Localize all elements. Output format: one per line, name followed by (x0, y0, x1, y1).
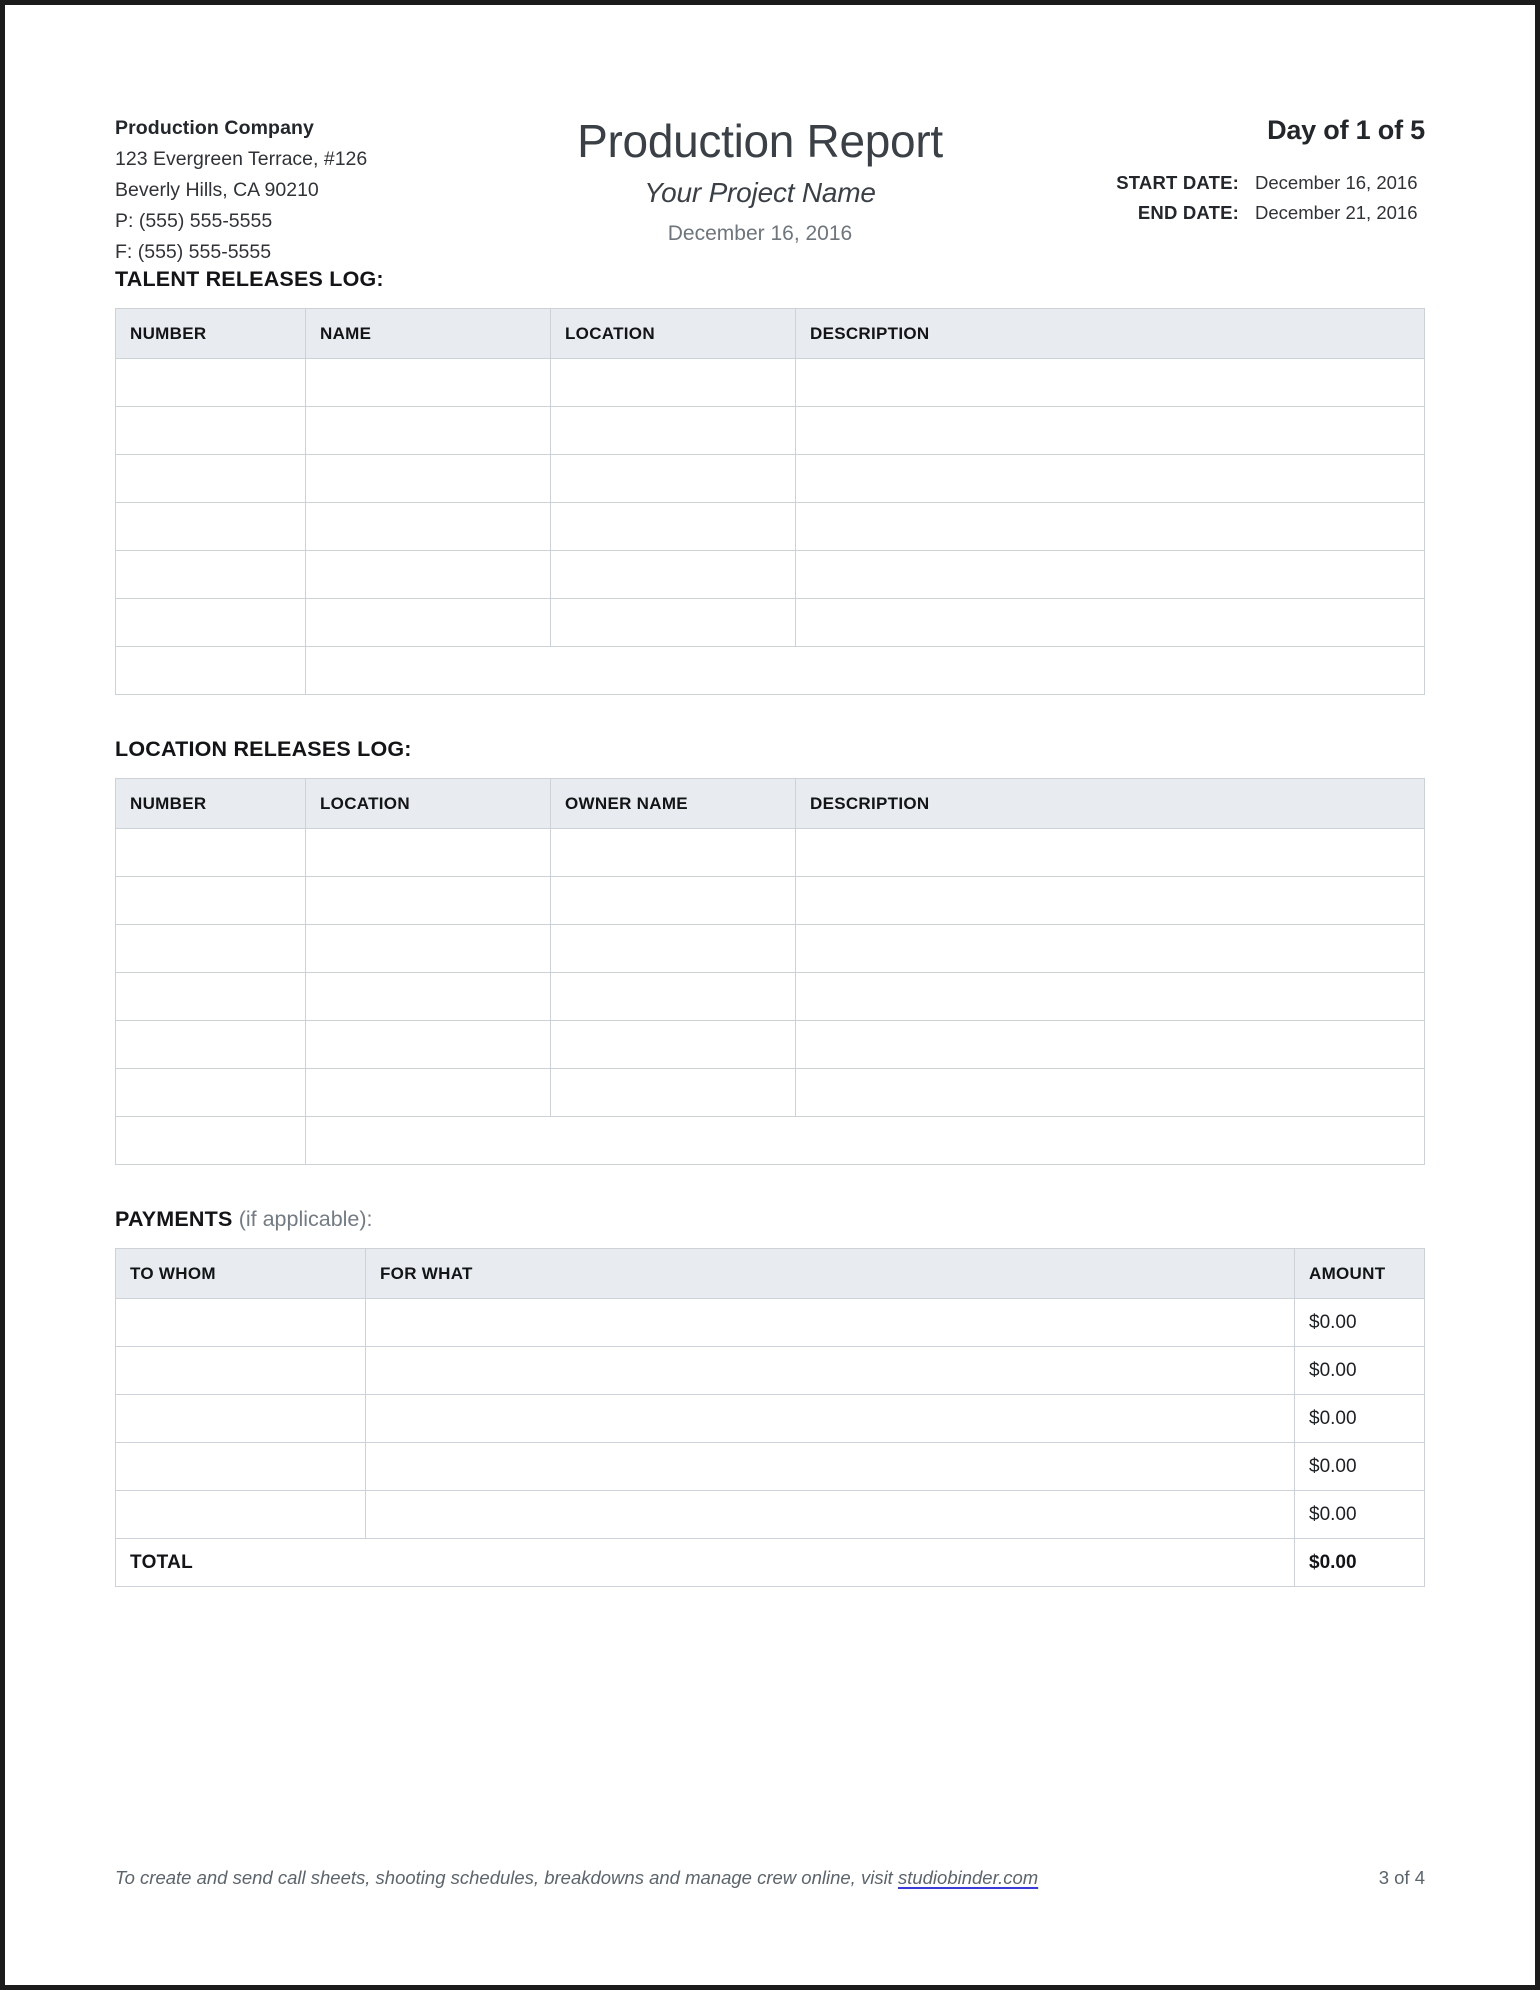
start-date-value: December 16, 2016 (1255, 172, 1418, 193)
location-releases-section (115, 737, 1425, 1165)
table-row[interactable] (116, 877, 1425, 925)
cell-location[interactable] (551, 407, 796, 455)
cell-amount[interactable]: $0.00 (1295, 1347, 1425, 1395)
releases-missing-label: ANY RELEASES MISSING? WHY? (116, 1117, 306, 1165)
location-releases-title: LOCATION RELEASES LOG: (115, 737, 412, 761)
table-header-row (116, 779, 1425, 829)
company-fax: F: (555) 555-5555 (115, 241, 272, 263)
payments-title-suffix: (if applicable): (238, 1207, 373, 1231)
cell-number[interactable] (116, 925, 306, 973)
column-header-owner-name: OWNER NAME (551, 779, 796, 829)
cell-name[interactable] (306, 599, 551, 647)
total-value: $0.00 (1295, 1539, 1425, 1587)
cell-number[interactable] (116, 455, 306, 503)
cell-name[interactable] (306, 455, 551, 503)
cell-name[interactable] (306, 551, 551, 599)
document-footer (115, 1867, 1425, 1889)
cell-location[interactable] (306, 973, 551, 1021)
column-header-number: NUMBER (116, 779, 306, 829)
table-row[interactable] (116, 359, 1425, 407)
column-header-number: NUMBER (116, 309, 306, 359)
cell-number[interactable] (116, 973, 306, 1021)
table-header-row (116, 309, 1425, 359)
cell-owner-name[interactable] (551, 877, 796, 925)
location-releases-table (115, 778, 1425, 1165)
payments-title-main: PAYMENTS (115, 1207, 233, 1231)
column-header-amount: AMOUNT (1295, 1249, 1425, 1299)
cell-to-whom[interactable] (116, 1443, 366, 1491)
table-row[interactable] (116, 551, 1425, 599)
date-rows (1075, 168, 1425, 228)
studiobinder-link[interactable]: studiobinder.com (897, 1867, 1039, 1888)
cell-description[interactable] (796, 455, 1425, 503)
cell-for-what[interactable] (366, 1347, 1295, 1395)
cell-name[interactable] (306, 359, 551, 407)
cell-location[interactable] (306, 829, 551, 877)
company-address-line-1: 123 Evergreen Terrace, #126 (115, 148, 368, 170)
table-row[interactable] (116, 455, 1425, 503)
start-date-row (1075, 168, 1425, 198)
table-row[interactable] (116, 1299, 1425, 1347)
table-row[interactable] (116, 1443, 1425, 1491)
table-row[interactable] (116, 1395, 1425, 1443)
table-row[interactable] (116, 973, 1425, 1021)
company-name: Production Company (115, 117, 314, 139)
cell-description[interactable] (796, 877, 1425, 925)
company-info-block (115, 113, 445, 268)
cell-location[interactable] (306, 877, 551, 925)
cell-description[interactable] (796, 1021, 1425, 1069)
cell-description[interactable] (796, 551, 1425, 599)
releases-missing-row[interactable] (116, 647, 1425, 695)
end-date-value: December 21, 2016 (1255, 202, 1418, 223)
cell-owner-name[interactable] (551, 829, 796, 877)
cell-location[interactable] (551, 455, 796, 503)
cell-amount[interactable]: $0.00 (1295, 1491, 1425, 1539)
talent-releases-title: TALENT RELEASES LOG: (115, 267, 384, 291)
payments-total-row (116, 1539, 1425, 1587)
cell-number[interactable] (116, 1069, 306, 1117)
cell-number[interactable] (116, 599, 306, 647)
cell-description[interactable] (796, 829, 1425, 877)
cell-number[interactable] (116, 359, 306, 407)
spacer (115, 1165, 1425, 1207)
page-number: 3 of 4 (1378, 1867, 1425, 1888)
cell-description[interactable] (796, 973, 1425, 1021)
column-header-location: LOCATION (551, 309, 796, 359)
cell-name[interactable] (306, 503, 551, 551)
start-date-label: START DATE: (1116, 172, 1239, 193)
cell-owner-name[interactable] (551, 925, 796, 973)
cell-to-whom[interactable] (116, 1347, 366, 1395)
document-page (5, 5, 1535, 1985)
company-address-line-2: Beverly Hills, CA 90210 (115, 179, 319, 201)
cell-location[interactable] (551, 551, 796, 599)
cell-description[interactable] (796, 599, 1425, 647)
day-of-label: Day of 1 of 5 (1267, 115, 1425, 145)
company-phone: P: (555) 555-5555 (115, 210, 273, 232)
cell-description[interactable] (796, 503, 1425, 551)
footer-note (115, 1867, 1038, 1889)
table-row[interactable] (116, 925, 1425, 973)
cell-owner-name[interactable] (551, 973, 796, 1021)
cell-location[interactable] (306, 1021, 551, 1069)
end-date-label: END DATE: (1137, 202, 1239, 223)
table-row[interactable] (116, 599, 1425, 647)
table-row[interactable] (116, 1069, 1425, 1117)
table-row[interactable] (116, 1021, 1425, 1069)
end-date-row (1075, 198, 1425, 228)
title-block (445, 113, 1075, 246)
cell-to-whom[interactable] (116, 1395, 366, 1443)
releases-missing-input[interactable] (306, 647, 1425, 695)
cell-owner-name[interactable] (551, 1069, 796, 1117)
cell-location[interactable] (551, 599, 796, 647)
cell-to-whom[interactable] (116, 1491, 366, 1539)
cell-for-what[interactable] (366, 1443, 1295, 1491)
cell-location[interactable] (551, 503, 796, 551)
spacer (115, 695, 1425, 737)
talent-releases-table (115, 308, 1425, 695)
cell-number[interactable] (116, 1021, 306, 1069)
table-row[interactable] (116, 1491, 1425, 1539)
report-date: December 16, 2016 (667, 222, 853, 246)
cell-description[interactable] (796, 1069, 1425, 1117)
releases-missing-row[interactable] (116, 1117, 1425, 1165)
cell-for-what[interactable] (366, 1299, 1295, 1347)
column-header-description: DESCRIPTION (796, 779, 1425, 829)
cell-location[interactable] (306, 1069, 551, 1117)
schedule-block (1075, 113, 1425, 228)
cell-number[interactable] (116, 407, 306, 455)
column-header-name: NAME (306, 309, 551, 359)
cell-owner-name[interactable] (551, 1021, 796, 1069)
cell-amount[interactable]: $0.00 (1295, 1443, 1425, 1491)
talent-releases-section (115, 267, 1425, 695)
column-header-description: DESCRIPTION (796, 309, 1425, 359)
cell-amount[interactable]: $0.00 (1295, 1395, 1425, 1443)
cell-number[interactable] (116, 829, 306, 877)
column-header-for-what: FOR WHAT (366, 1249, 1295, 1299)
cell-to-whom[interactable] (116, 1299, 366, 1347)
table-row[interactable] (116, 503, 1425, 551)
table-row[interactable] (116, 829, 1425, 877)
column-header-location: LOCATION (306, 779, 551, 829)
cell-amount[interactable]: $0.00 (1295, 1299, 1425, 1347)
payments-title (115, 1207, 1425, 1232)
cell-number[interactable] (116, 877, 306, 925)
page-title: Production Report (577, 115, 943, 167)
cell-number[interactable] (116, 503, 306, 551)
project-name: Your Project Name (644, 177, 876, 209)
table-header-row (116, 1249, 1425, 1299)
cell-description[interactable] (796, 925, 1425, 973)
total-label: TOTAL (116, 1539, 1295, 1587)
cell-description[interactable] (796, 359, 1425, 407)
cell-description[interactable] (796, 407, 1425, 455)
table-row[interactable] (116, 407, 1425, 455)
cell-name[interactable] (306, 407, 551, 455)
payments-section (115, 1207, 1425, 1587)
table-row[interactable] (116, 1347, 1425, 1395)
footer-note-text: To create and send call sheets, shooting schedules, breakdowns and manage crew online, visit (115, 1867, 898, 1888)
cell-for-what[interactable] (366, 1491, 1295, 1539)
cell-number[interactable] (116, 551, 306, 599)
releases-missing-label: ANY RELEASES MISSING? WHY? (116, 647, 306, 695)
cell-location[interactable] (306, 925, 551, 973)
cell-for-what[interactable] (366, 1395, 1295, 1443)
column-header-to-whom: TO WHOM (116, 1249, 366, 1299)
payments-table (115, 1248, 1425, 1587)
releases-missing-input[interactable] (306, 1117, 1425, 1165)
cell-location[interactable] (551, 359, 796, 407)
document-header (115, 5, 1425, 263)
